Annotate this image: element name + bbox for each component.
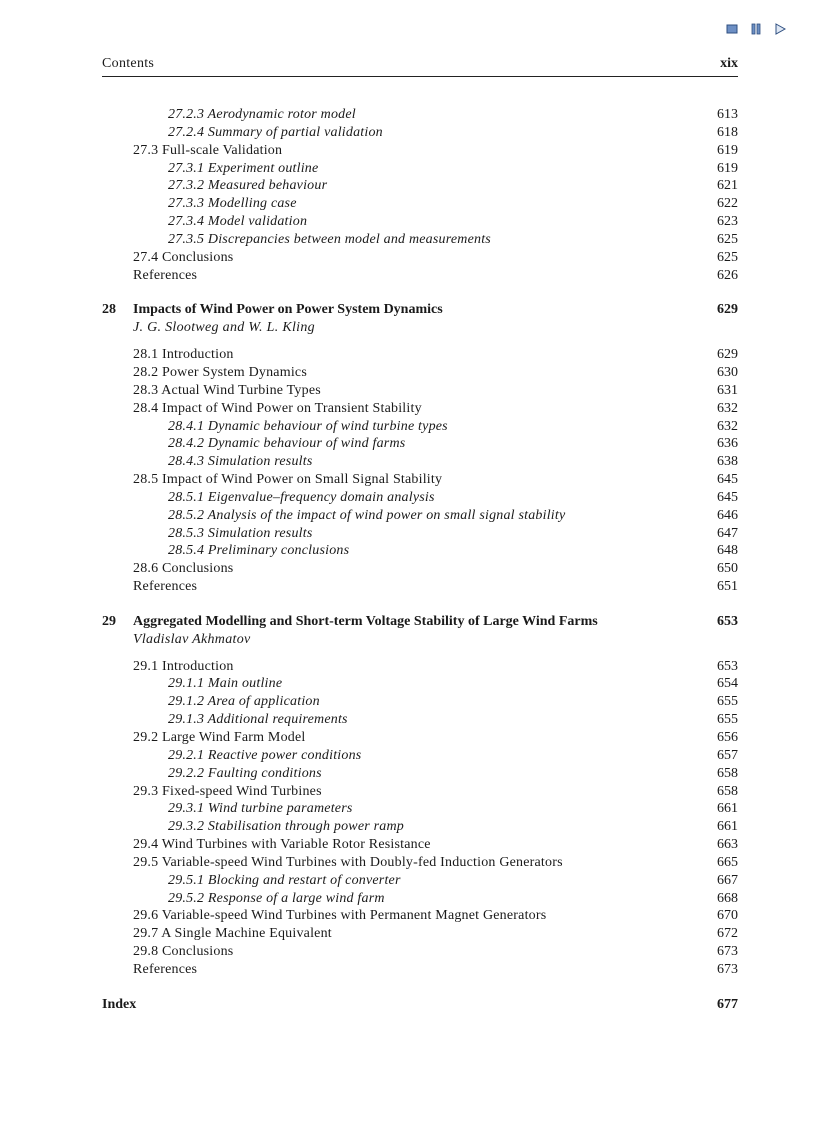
entry-page-number: 632	[717, 418, 738, 434]
header-section-title: Contents	[102, 56, 155, 71]
toc-subsection[interactable]	[102, 711, 738, 729]
toc-section[interactable]	[102, 658, 738, 676]
entry-title: 27.3.5 Discrepancies between model and measurements	[168, 231, 491, 247]
toc-subsection[interactable]	[102, 890, 738, 908]
entry-page-number: 625	[717, 231, 738, 247]
entry-title: J. G. Slootweg and W. L. Kling	[133, 320, 315, 336]
entry-title: 27.3.3 Modelling case	[168, 196, 297, 212]
entry-title: 29.1 Introduction	[133, 658, 234, 674]
entry-title: 29.5.1 Blocking and restart of converter	[168, 872, 401, 888]
toc-subsection[interactable]	[102, 453, 738, 471]
entry-title: 27.3.4 Model validation	[168, 214, 308, 230]
entry-title: 28.4.3 Simulation results	[168, 454, 313, 470]
entry-page-number: 629	[717, 302, 738, 318]
entry-page-number: 653	[717, 658, 738, 674]
entry-page-number: 650	[717, 561, 738, 577]
toc-section[interactable]	[102, 249, 738, 267]
entry-title: 28.5.1 Eigenvalue–frequency domain analysis	[168, 489, 435, 505]
entry-title: 29.4 Wind Turbines with Variable Rotor Resistance	[133, 837, 431, 853]
entry-page-number: 658	[717, 783, 738, 799]
entry-title: References	[133, 579, 198, 595]
entry-page-number: 619	[717, 160, 738, 176]
toc-section[interactable]	[102, 400, 738, 418]
entry-page-number: 613	[717, 107, 738, 122]
spacer	[102, 596, 738, 613]
entry-title: 29.5 Variable-speed Wind Turbines with Doubly-fed Induction Generators	[133, 854, 563, 870]
entry-title: References	[133, 267, 198, 283]
entry-title: 27.3.1 Experiment outline	[168, 160, 319, 176]
entry-page-number: 647	[717, 525, 738, 541]
toc-subsection[interactable]	[102, 489, 738, 507]
entry-title: 27.2.4 Summary of partial validation	[168, 124, 383, 140]
toc-subsection[interactable]	[102, 213, 738, 231]
entry-page-number: 629	[717, 347, 738, 363]
entry-title: 29.1.3 Additional requirements	[168, 712, 348, 728]
entry-page-number: 646	[717, 507, 738, 523]
entry-page-number: 677	[717, 996, 738, 1012]
toc-section[interactable]	[102, 943, 738, 961]
toc-section[interactable]	[102, 836, 738, 854]
toc-subsection[interactable]	[102, 525, 738, 543]
toc-section[interactable]	[102, 925, 738, 943]
entry-page-number: 658	[717, 765, 738, 781]
toc-section[interactable]	[102, 142, 738, 160]
entry-title: 29.6 Variable-speed Wind Turbines with Permanent Magnet Generators	[133, 908, 547, 924]
toc-subsection[interactable]	[102, 747, 738, 765]
spacer	[102, 649, 738, 658]
entry-title: 28.4.2 Dynamic behaviour of wind farms	[168, 436, 406, 452]
entry-title: 29.8 Conclusions	[133, 944, 234, 960]
toc-section[interactable]	[102, 267, 738, 285]
entry-page-number: 625	[717, 249, 738, 265]
toc-chapter[interactable]	[102, 301, 738, 319]
toc-subsection[interactable]	[102, 160, 738, 178]
entry-page-number: 672	[717, 926, 738, 942]
toc-subsection[interactable]	[102, 124, 738, 142]
entry-page-number: 645	[717, 489, 738, 505]
toc-subsection[interactable]	[102, 195, 738, 213]
entry-page-number: 623	[717, 214, 738, 230]
entry-page-number: 638	[717, 454, 738, 470]
toc-index[interactable]	[102, 996, 738, 1014]
entry-title: 28.5.2 Analysis of the impact of wind power on small signal stability	[168, 507, 566, 523]
entry-page-number: 667	[717, 872, 738, 888]
running-header	[102, 56, 738, 77]
entry-title: Impacts of Wind Power on Power System Dynamics	[133, 302, 443, 318]
toc-subsection[interactable]	[102, 693, 738, 711]
toc-section[interactable]	[102, 907, 738, 925]
entry-title: Aggregated Modelling and Short-term Voltage Stability of Large Wind Farms	[133, 613, 598, 629]
toc-chapter-authors	[102, 319, 738, 337]
entry-title: 28.2 Power System Dynamics	[133, 364, 307, 380]
entry-page-number: 668	[717, 890, 738, 906]
entry-title: 28.5.3 Simulation results	[168, 525, 313, 541]
entry-page-number: 630	[717, 364, 738, 380]
chapter-number: 28	[102, 302, 116, 318]
entry-page-number: 673	[717, 944, 738, 960]
toc-section[interactable]	[102, 471, 738, 489]
toc-subsection[interactable]	[102, 765, 738, 783]
entry-title: 28.5.4 Preliminary conclusions	[168, 543, 350, 559]
entry-title: 27.2.3 Aerodynamic rotor model	[168, 107, 356, 122]
entry-title: 28.4.1 Dynamic behaviour of wind turbine types	[168, 418, 448, 434]
toc-subsection[interactable]	[102, 507, 738, 525]
entry-page-number: 670	[717, 908, 738, 924]
entry-page-number: 618	[717, 124, 738, 140]
toc-subsection[interactable]	[102, 435, 738, 453]
pause-icon	[750, 23, 762, 35]
spacer	[102, 979, 738, 996]
toc-subsection[interactable]	[102, 418, 738, 436]
header-page-number: xix	[720, 56, 738, 71]
entry-page-number: 648	[717, 543, 738, 559]
toc-section[interactable]	[102, 729, 738, 747]
toc-chapter[interactable]	[102, 613, 738, 631]
entry-title: 29.1.1 Main outline	[168, 676, 283, 692]
spacer	[102, 284, 738, 301]
entry-title: 28.6 Conclusions	[133, 561, 234, 577]
toc-subsection[interactable]	[102, 177, 738, 195]
toc-subsection[interactable]	[102, 675, 738, 693]
viewer-toolbar	[725, 22, 787, 36]
entry-page-number: 626	[717, 267, 738, 283]
entry-page-number: 645	[717, 472, 738, 488]
toc-chapter-authors	[102, 631, 738, 649]
entry-page-number: 621	[717, 178, 738, 194]
entry-page-number: 661	[717, 801, 738, 817]
entry-page-number: 653	[717, 613, 738, 629]
toc-subsection[interactable]	[102, 818, 738, 836]
play-icon	[774, 23, 786, 35]
entry-page-number: 665	[717, 854, 738, 870]
toc-section[interactable]	[102, 382, 738, 400]
toc-section[interactable]	[102, 346, 738, 364]
chapter-number: 29	[102, 613, 116, 629]
entry-title: 27.4 Conclusions	[133, 249, 234, 265]
toc-section[interactable]	[102, 560, 738, 578]
entry-page-number: 655	[717, 694, 738, 710]
stop-button[interactable]	[725, 22, 739, 36]
toc-section[interactable]	[102, 578, 738, 596]
entry-page-number: 636	[717, 436, 738, 452]
toc-subsection[interactable]	[102, 872, 738, 890]
toc-subsection[interactable]	[102, 542, 738, 560]
entry-title: 27.3 Full-scale Validation	[133, 142, 283, 158]
entry-page-number: 673	[717, 961, 738, 977]
entry-title: 28.1 Introduction	[133, 347, 234, 363]
entry-title: 29.3 Fixed-speed Wind Turbines	[133, 783, 322, 799]
entry-page-number: 661	[717, 819, 738, 835]
entry-title: 28.3 Actual Wind Turbine Types	[133, 382, 321, 398]
entry-title: 29.2 Large Wind Farm Model	[133, 730, 306, 745]
entry-title: 29.2.2 Faulting conditions	[168, 765, 322, 781]
toc-subsection[interactable]	[102, 231, 738, 249]
toc-section[interactable]	[102, 961, 738, 979]
entry-title: 29.3.1 Wind turbine parameters	[168, 801, 353, 817]
table-of-contents	[102, 106, 738, 1014]
stop-icon	[726, 24, 738, 34]
toc-section[interactable]	[102, 783, 738, 801]
entry-title: 29.3.2 Stabilisation through power ramp	[168, 819, 404, 835]
entry-title: 27.3.2 Measured behaviour	[168, 178, 328, 194]
entry-title: References	[133, 961, 198, 977]
toc-section[interactable]	[102, 854, 738, 872]
entry-title: 29.2.1 Reactive power conditions	[168, 747, 362, 763]
entry-page-number: 663	[717, 837, 738, 853]
entry-page-number: 622	[717, 196, 738, 212]
toc-subsection[interactable]	[102, 800, 738, 818]
entry-title: 28.5 Impact of Wind Power on Small Signal Stability	[133, 472, 443, 488]
entry-title: 29.5.2 Response of a large wind farm	[168, 890, 385, 906]
entry-page-number: 654	[717, 676, 738, 692]
entry-title: 29.7 A Single Machine Equivalent	[133, 926, 332, 942]
entry-page-number: 651	[717, 579, 738, 595]
entry-title: Index	[102, 996, 137, 1012]
spacer	[102, 337, 738, 346]
entry-page-number: 619	[717, 142, 738, 158]
entry-page-number: 631	[717, 382, 738, 398]
toc-subsection[interactable]	[102, 106, 738, 124]
entry-page-number: 656	[717, 730, 738, 745]
entry-title: 28.4 Impact of Wind Power on Transient Stability	[133, 400, 422, 416]
entry-page-number: 657	[717, 747, 738, 763]
entry-page-number: 632	[717, 400, 738, 416]
toc-section[interactable]	[102, 364, 738, 382]
pause-button[interactable]	[749, 22, 763, 36]
entry-title: Vladislav Akhmatov	[133, 631, 251, 647]
play-button[interactable]	[773, 22, 787, 36]
entry-title: 29.1.2 Area of application	[168, 694, 320, 710]
entry-page-number: 655	[717, 712, 738, 728]
